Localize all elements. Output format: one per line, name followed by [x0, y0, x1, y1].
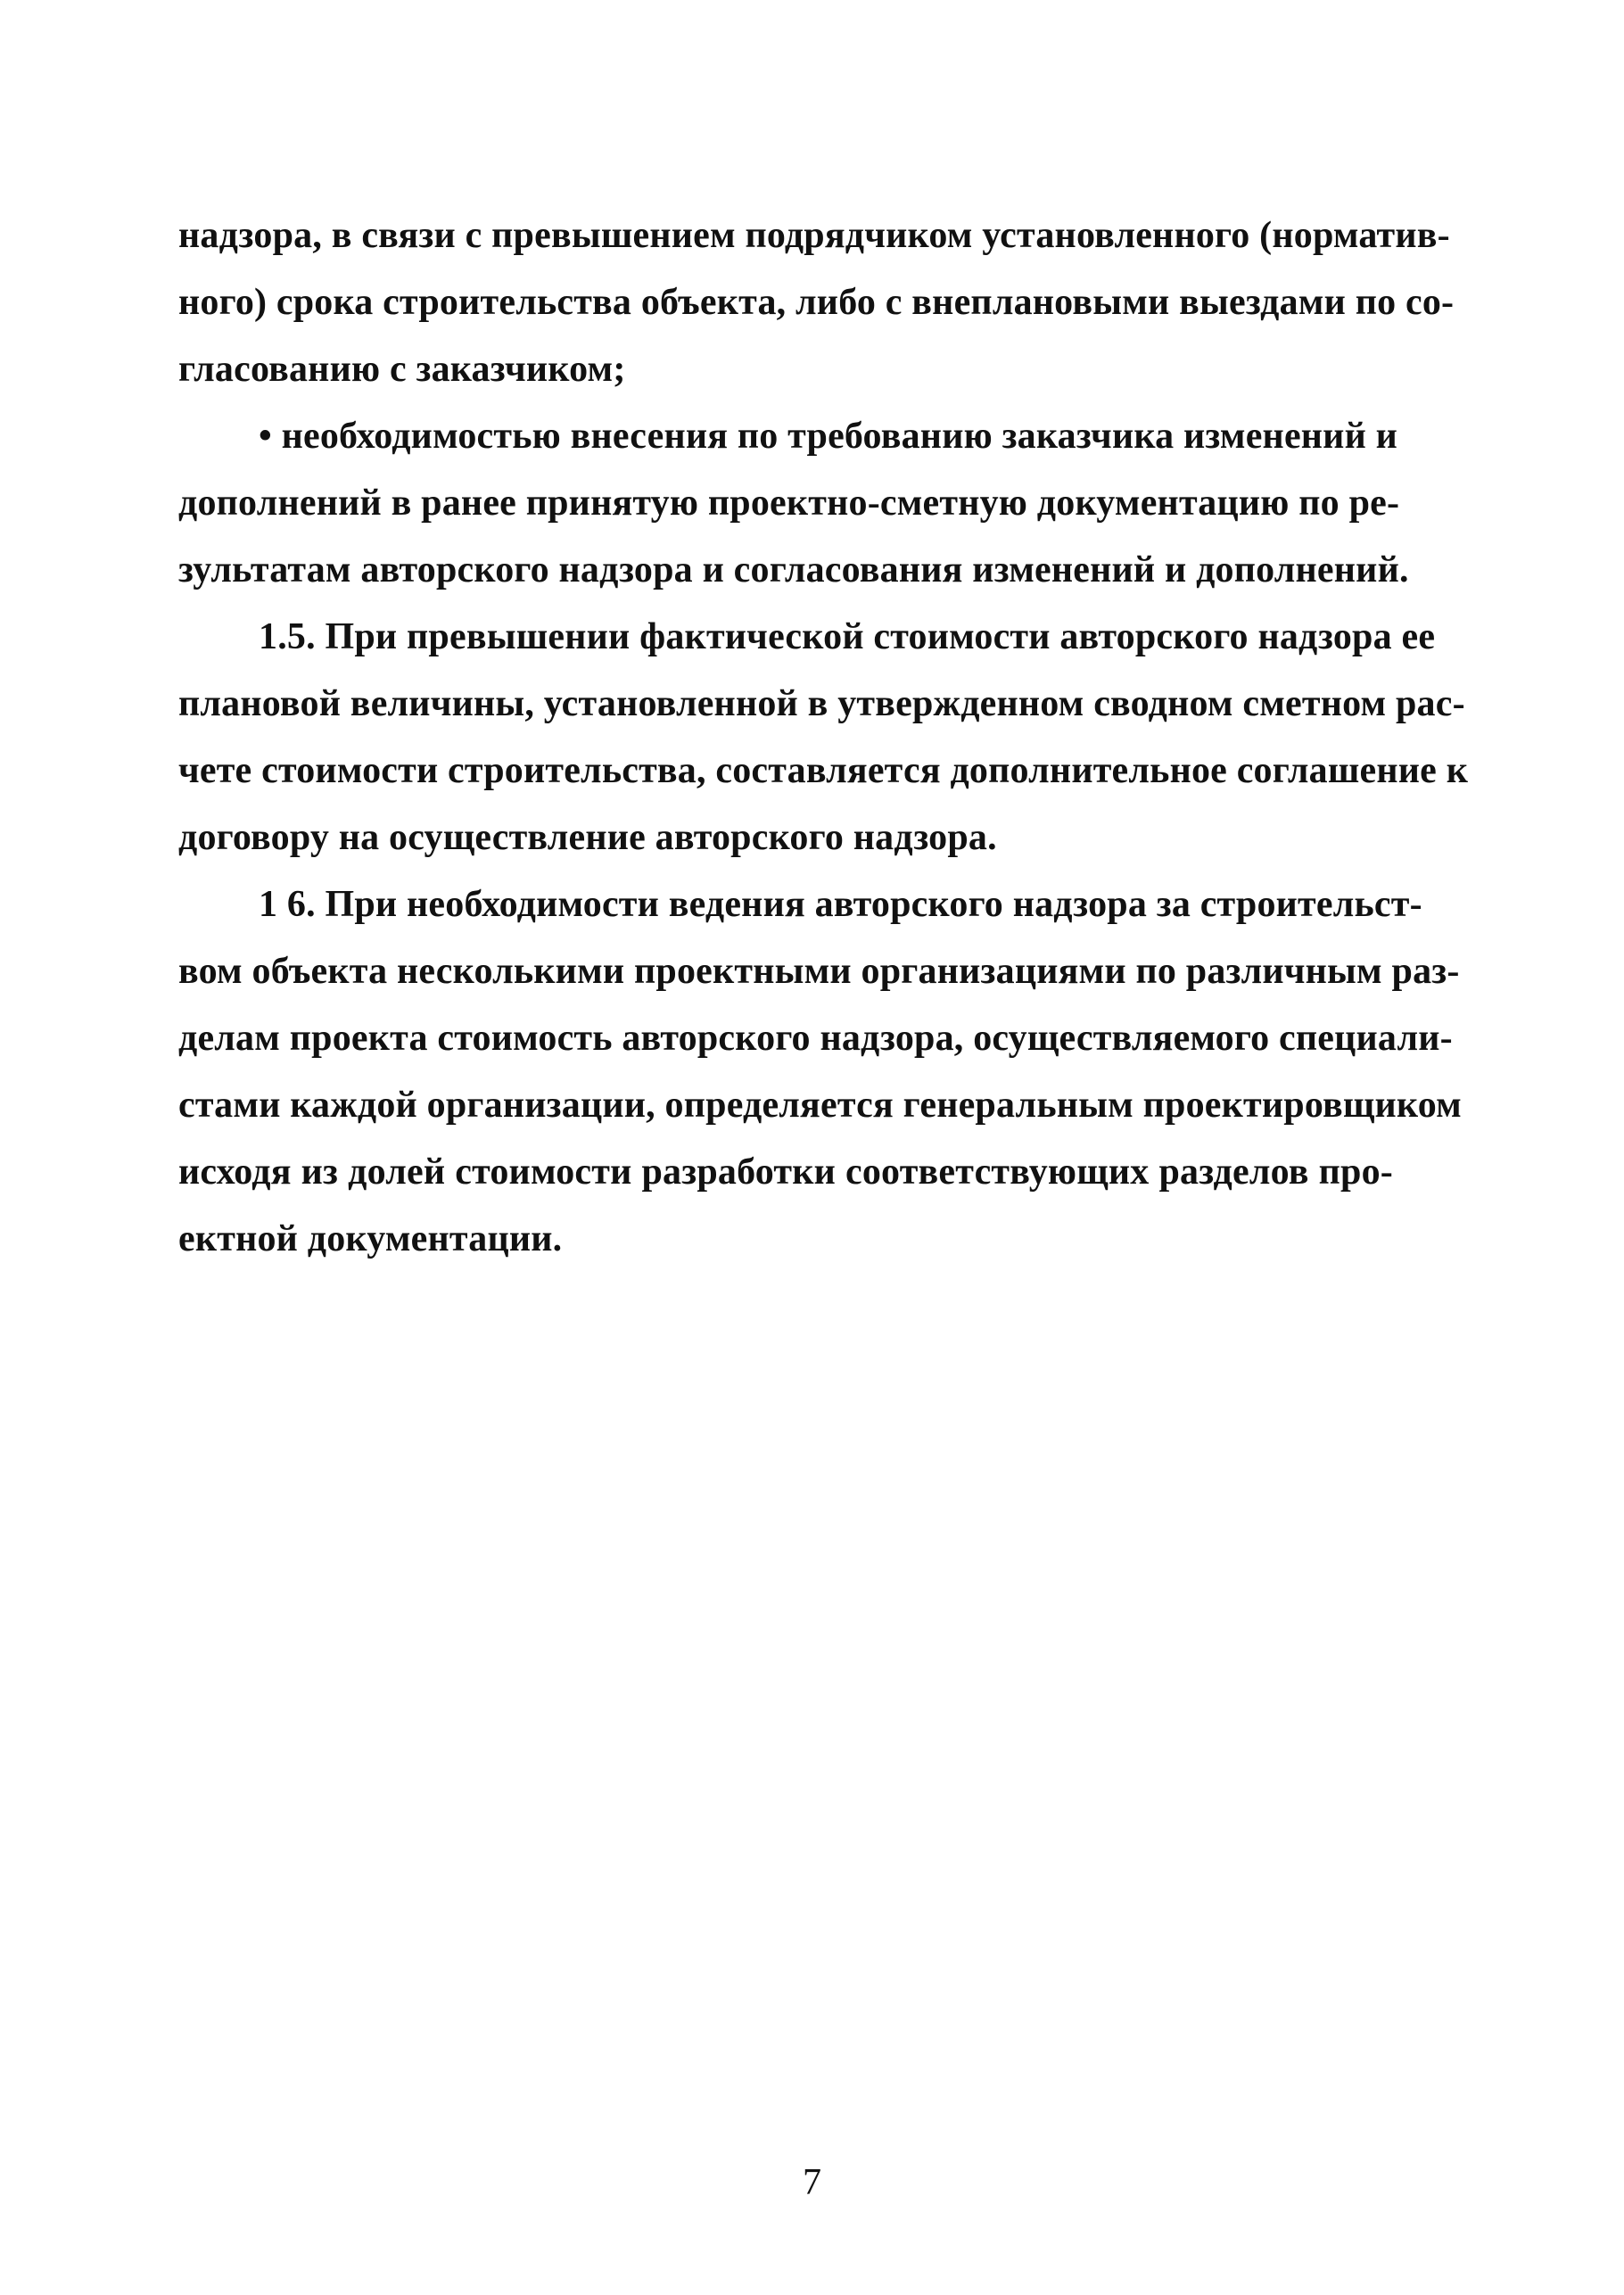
text-line-13: делам проекта стоимость авторского надзора, осуществляемого специали-: [178, 1018, 1453, 1059]
text-line-12: вом объекта несколькими проектными организациями по различным раз-: [178, 951, 1460, 992]
text-line-8: плановой величины, установленной в утвержденном сводном сметном рас-: [178, 683, 1465, 724]
text-line-2: ного) срока строительства объекта, либо с внеплановыми выездами по со-: [178, 282, 1455, 323]
text-line-10: договору на осуществление авторского надзора.: [178, 817, 997, 858]
paragraph-1-5-line-1: 1.5. При превышении фактической стоимости авторского надзора ее: [259, 616, 1436, 657]
text-line-16: ектной документации.: [178, 1218, 563, 1259]
text-line-15: исходя из долей стоимости разработки соответствующих разделов про-: [178, 1152, 1393, 1193]
text-line-1: надзора, в связи с превышением подрядчиком установленного (норматив-: [178, 215, 1450, 256]
paragraph-1-6-line-1: 1 6. При необходимости ведения авторского надзора за строительст-: [259, 884, 1422, 925]
text-line-14: стами каждой организации, определяется генеральным проектировщиком: [178, 1085, 1462, 1126]
page-number: 7: [803, 2162, 821, 2203]
bullet-item-line-1: • необходимостью внесения по требованию заказчика изменений и: [259, 416, 1398, 457]
text-line-9: чете стоимости строительства, составляется дополнительное соглашение к: [178, 750, 1469, 791]
text-line-3: гласованию с заказчиком;: [178, 349, 626, 390]
text-line-5: дополнений в ранее принятую проектно-сметную документацию по ре-: [178, 483, 1400, 524]
text-line-6: зультатам авторского надзора и согласования изменений и дополнений.: [178, 549, 1409, 590]
